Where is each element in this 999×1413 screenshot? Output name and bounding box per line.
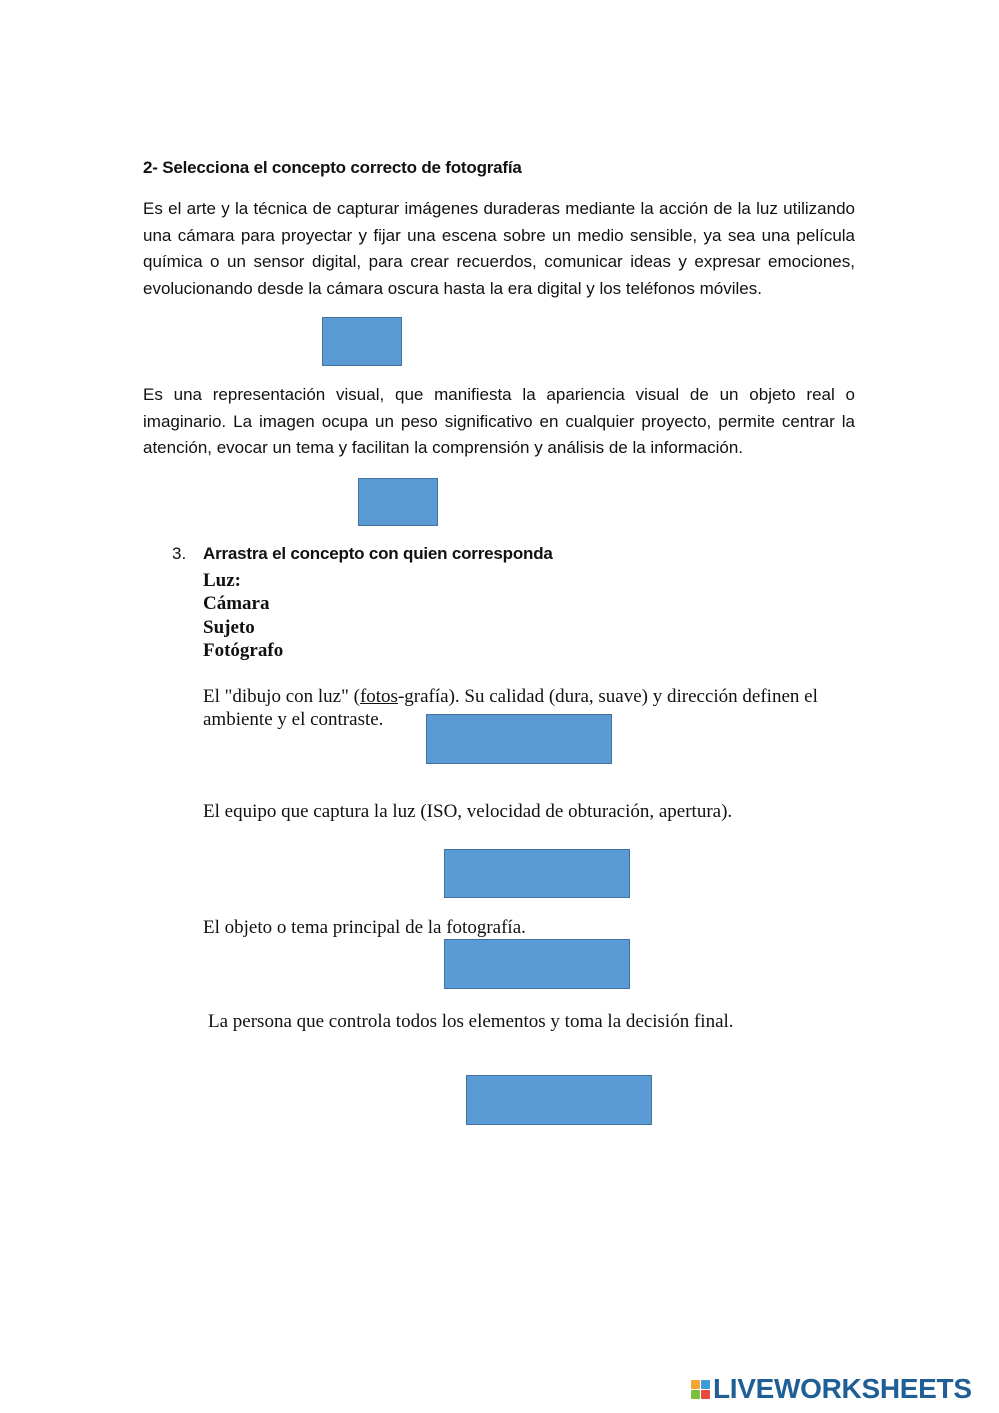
definition-3: El objeto o tema principal de la fotografía. [203, 917, 526, 938]
drop-box-definition-4[interactable] [466, 1075, 652, 1125]
drop-box-definition-3[interactable] [444, 939, 630, 989]
drop-box-definition-1[interactable] [426, 714, 612, 764]
answer-box-option-2[interactable] [358, 478, 438, 526]
question-3-number: 3. [172, 544, 187, 563]
question-3-title: Arrastra el concepto con quien corresponda [203, 544, 553, 563]
definition-2: El equipo que captura la luz (ISO, velocidad de obturación, apertura). [203, 801, 733, 822]
question-2-option-2-text: Es una representación visual, que manifiesta la apariencia visual de un objeto real o imaginario. La imagen ocupa un peso significativo en cualquier proyecto, permite centrar la atención, evocar un tema y facilitan la comprensión y análisis de la información. [143, 385, 855, 457]
definition-1-start: El "dibujo con luz" ( [203, 686, 360, 707]
concept-list [203, 569, 283, 662]
question-2-title: 2- Selecciona el concepto correcto de fotografía [143, 158, 522, 177]
answer-box-option-1[interactable] [322, 317, 402, 366]
concept-camara[interactable]: Cámara [203, 593, 270, 615]
drop-box-definition-2[interactable] [444, 849, 630, 898]
liveworksheets-logo-text: LIVEWORKSHEETS [713, 1373, 972, 1404]
question-2-option-1-text: Es el arte y la técnica de capturar imágenes duraderas mediante la acción de la luz utilizando una cámara para proyectar y fijar una escena sobre un medio sensible, ya sea una película química o un sensor digital, para crear recuerdos, comunicar ideas y expresar emociones, evolucionando desde la cámara oscura hasta la era digital y los teléfonos móviles. [143, 199, 855, 298]
liveworksheets-logo [691, 1372, 972, 1406]
fotos-link[interactable]: fotos [359, 686, 398, 707]
definition-1-end: -grafía). Su calidad (dura, suave) y dirección definen el ambiente y el contraste. [203, 686, 818, 730]
concept-fotografo[interactable]: Fotógrafo [203, 639, 284, 661]
definition-4: La persona que controla todos los elementos y toma la decisión final. [208, 1011, 734, 1032]
liveworksheets-logo-icon [691, 1380, 710, 1399]
concept-sujeto[interactable]: Sujeto [203, 616, 255, 638]
concept-luz[interactable]: Luz: [203, 570, 241, 591]
